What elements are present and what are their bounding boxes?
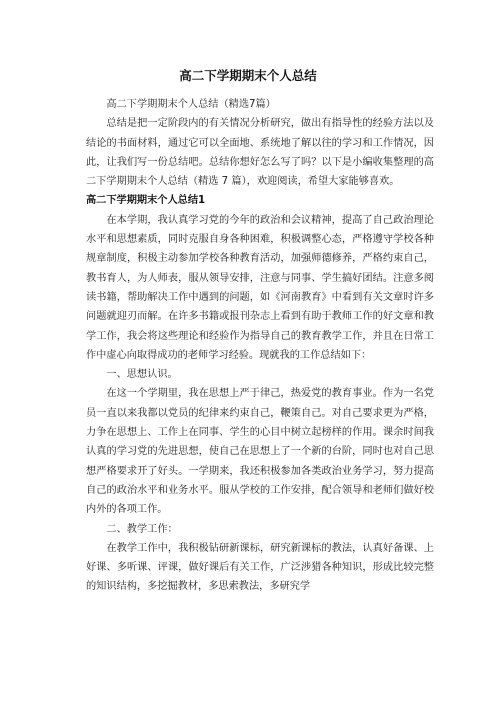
- paragraph-subheading-1: 一、思想认识。: [106, 369, 178, 381]
- document-body: [86, 95, 434, 597]
- paragraph-body: 在这一个学期里，我在思想上严于律己，热爱党的教育事业。作为一名党员一直以来我都以党员的纪律来约束自己，鞭策自己。对自己要求更为严格，力争在思想上、工作上在同事、学生的心目中树立起榜样的作用。课余时间我认真的学习党的先进思想，使自己在思想上了一个新的台阶，同时也对自己思想严格要求开了好头。一学期来，我还积极参加各类政治业务学习，努力提高自己的政治水平和业务水平。服从学校的工作安排，配合领导和老师们做好校内外的各项工作。: [86, 388, 434, 516]
- paragraph-subtitle: 高二下学期期末个人总结（精选7篇）: [106, 99, 276, 110]
- paragraph-subheading-2: 二、教学工作：: [106, 523, 178, 535]
- section-heading: 高二下学期期末个人总结1: [86, 195, 206, 207]
- paragraph-body: 在教学工作中，我积极钻研新课标，研究新课标的教法，认真好备课、上好课、多听课、评课，做好课后有关工作，广泛涉猎各种知识，形成比较完整的知识结构，多挖掘教材，多思索教法，多研究学: [86, 542, 434, 593]
- paragraph-body: 在本学期，我认真学习党的今年的政治和会议精神，提高了自己政治理论水平和思想素质，同时克服自身各种困难，积极调整心态，严格遵守学校各种规章制度，积极主动参加学校各种教育活动，加强师德修养，严格约束自己，教书育人，为人师表，服从领导安排，注意与同事、学生搞好团结。注意多阅读书籍，帮助解决工作中遇到的问题，如《河南教育》中看到有关文章时许多问题就迎刃而解。在许多书籍或报刊杂志上看到有助于教师工作的好文章和教学工作，我会将这些理论和经验作为指导自己的教育教学工作，并且在日常工作中虚心向取得成功的老师学习经验。现就我的工作总结如下：: [86, 214, 434, 361]
- paragraph-intro: 总结是把一定阶段内的有关情况分析研究，做出有指导性的经验方法以及结论的书面材料，通过它可以全面地、系统地了解以往的学习和工作情况，因此，让我们写一份总结吧。总结你想好怎么写了吗？以下是小编收集整理的高二下学期期末个人总结（精选 7 篇），欢迎阅读，希望大家能够喜欢。: [86, 118, 434, 188]
- document-title: 高二下学期期末个人总结: [179, 68, 317, 83]
